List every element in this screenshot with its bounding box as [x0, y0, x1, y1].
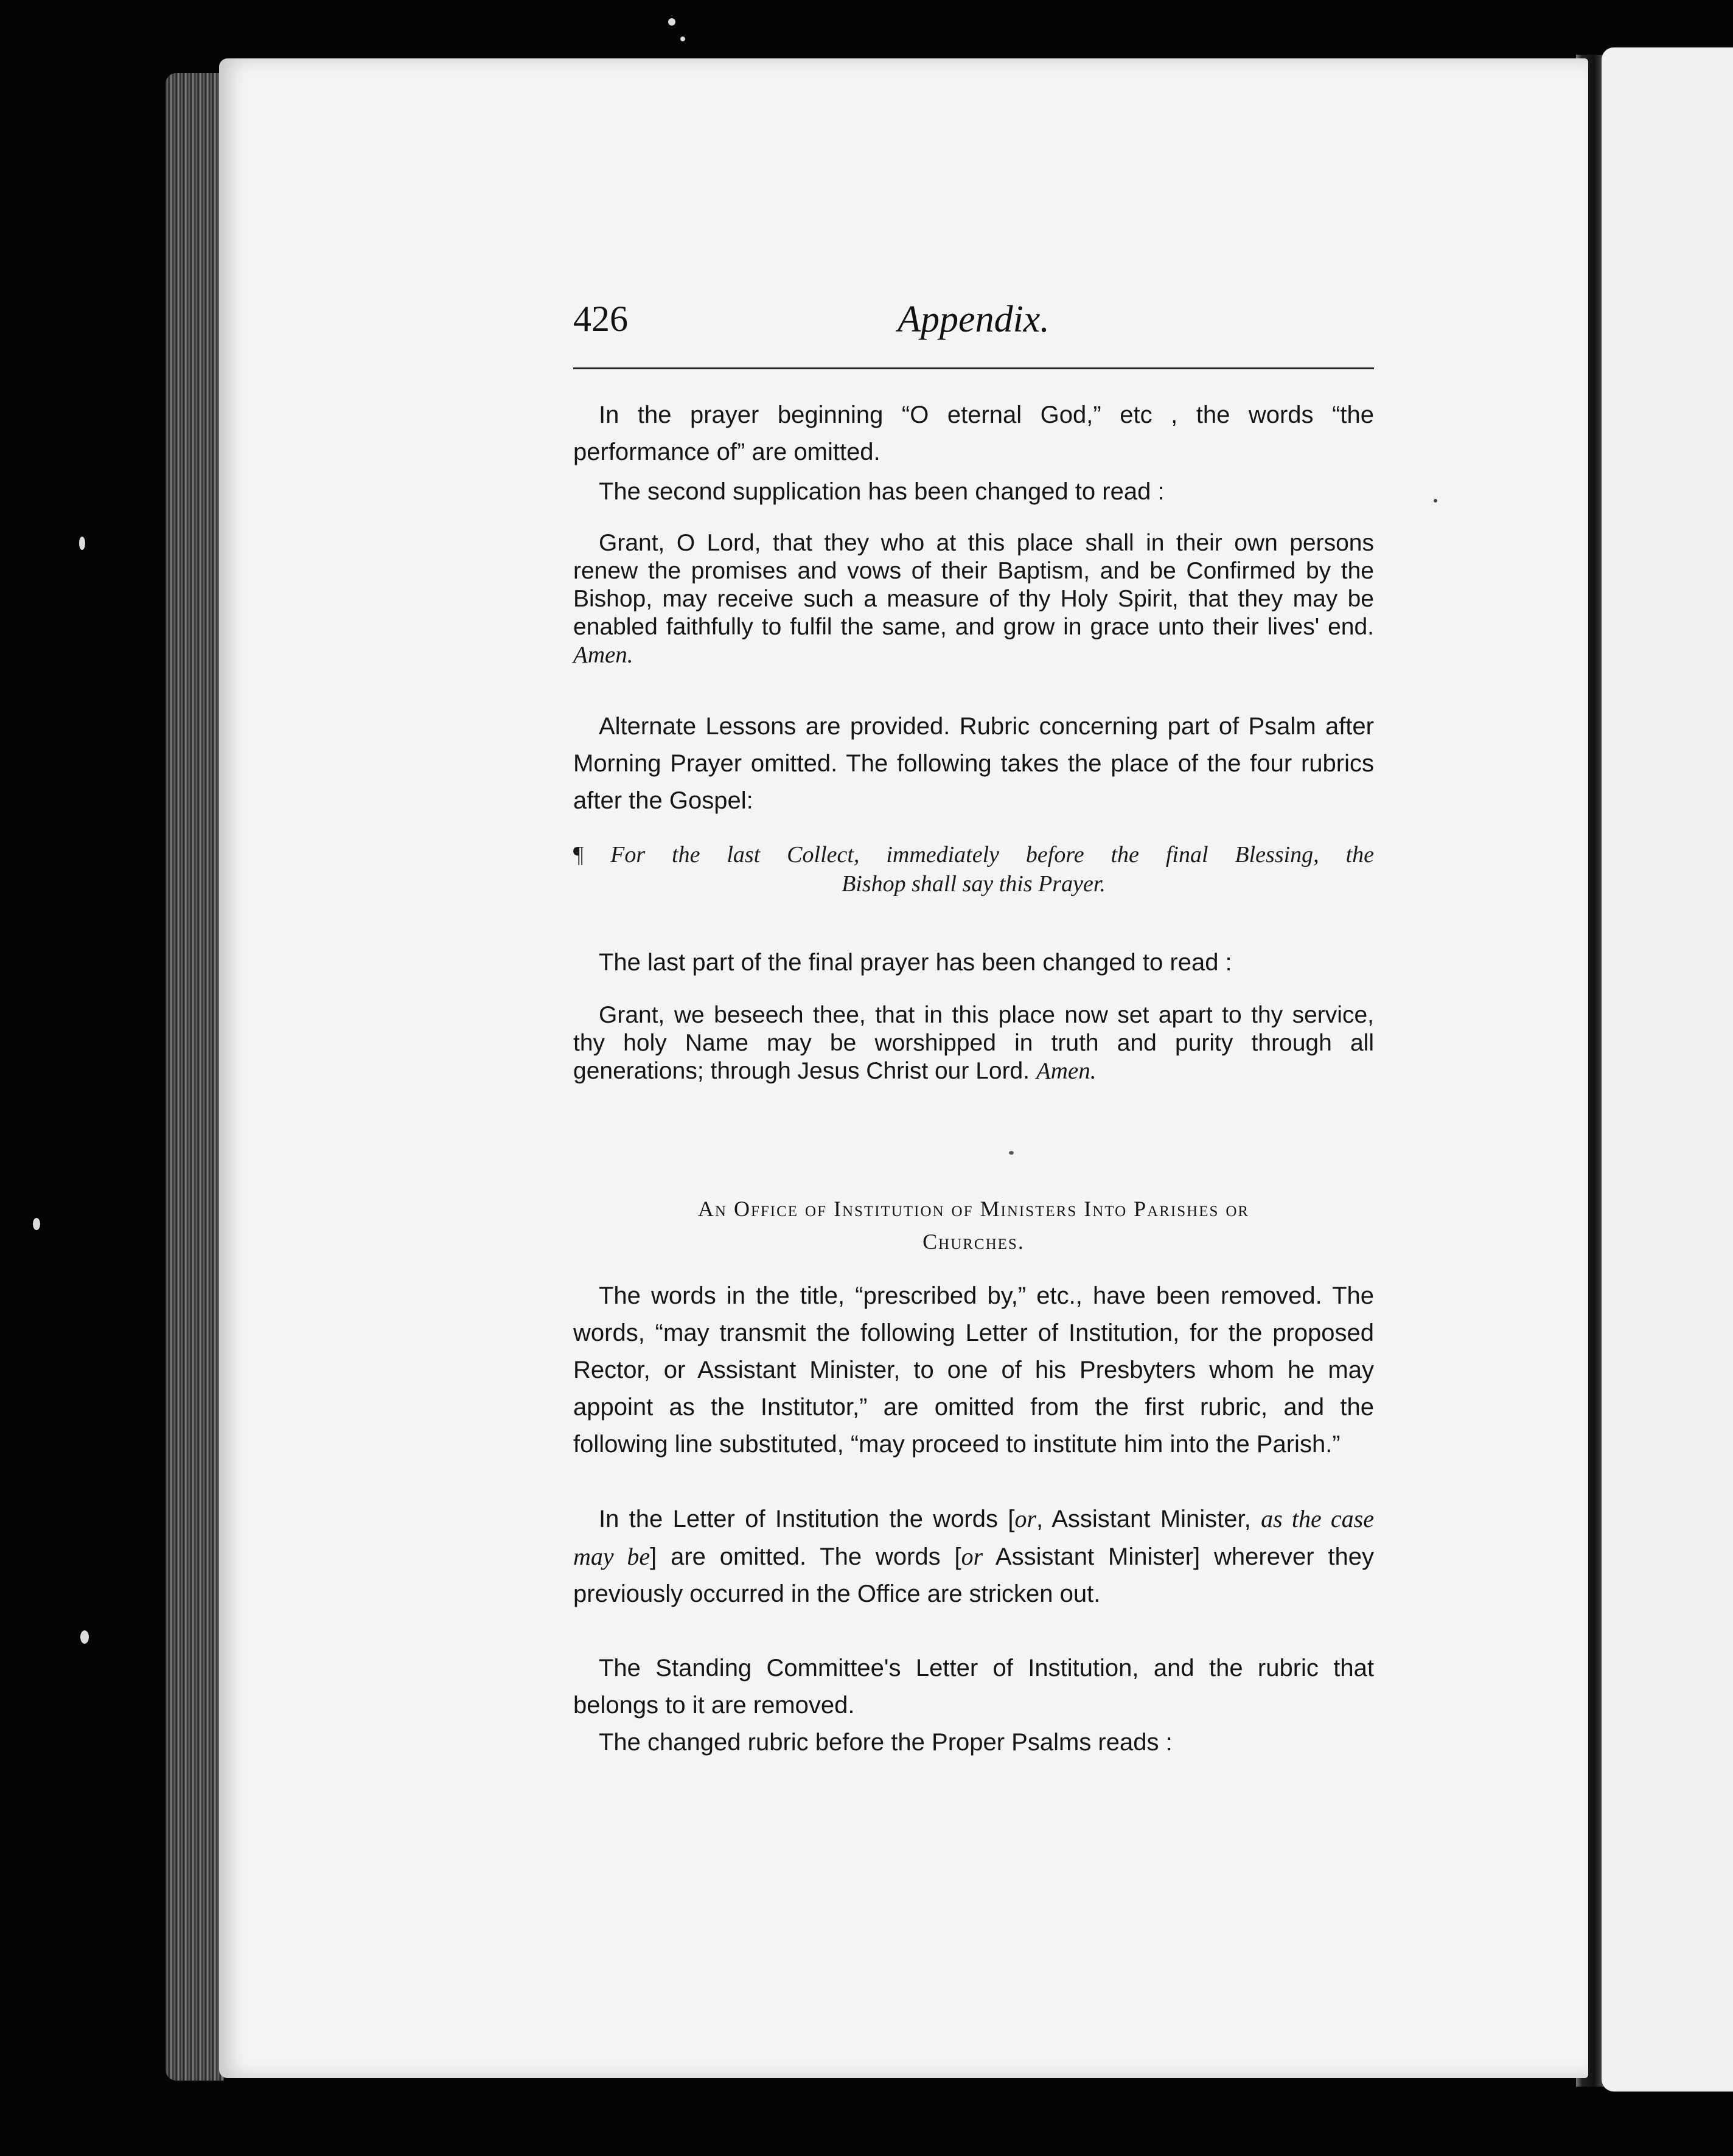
- paragraph-proper-psalms: The changed rubric before the Proper Psalms reads :: [599, 1729, 1173, 1756]
- quote-grant-we-beseech-text: Grant, we beseech thee, that in this place now set apart to thy service, thy holy Name may be worshipped in truth and purity through all generations; through Jesus Christ our Lord.: [573, 1002, 1374, 1084]
- paragraph-words-in-title: The words in the title, “prescribed by,” etc., have been removed. The words, “may transmit the following Letter of Institution, for the proposed Rector, or Assistant Minister, to one of his Presbyters whom he may appoint as the Institutor,” are omitted from the first rubric, and the following line substituted, “may proceed to institute him into the Parish.”: [573, 1282, 1374, 1458]
- text-segment-italic: or: [961, 1543, 983, 1570]
- quote-grant-o-lord: [573, 529, 1374, 669]
- text-segment-italic: or: [1014, 1505, 1037, 1532]
- rubric-line1-text: For the last Collect, immediately before the final Blessing, the: [610, 842, 1375, 868]
- quote-grant-we-beseech-amen: Amen.: [1036, 1058, 1097, 1084]
- text-segment: Assistant Minister] wherever they previously occurred in the Office are stricken out.: [573, 1543, 1374, 1607]
- quote-grant-we-beseech: [573, 1001, 1374, 1085]
- quote-grant-o-lord-text: Grant, O Lord, that they who at this place shall in their own persons renew the promises and vows of their Baptism, and be Confirmed by the Bishop, may receive such a measure of thy Holy Spirit, that they may be enabled faithfully to fulfil the same, and grow in grace unto their lives' end.: [573, 530, 1374, 640]
- paragraph-alternate-lessons: Alternate Lessons are provided. Rubric concerning part of Psalm after Morning Prayer omitted. The following takes the place of the four rubrics after the Gospel:: [573, 713, 1374, 814]
- text-segment-italic: as the case may be: [573, 1505, 1374, 1570]
- scan-speck: [79, 537, 85, 550]
- section-heading-line1: An Office of Institution of Ministers Into Parishes or: [697, 1197, 1250, 1221]
- ornament-dot: [1009, 1151, 1014, 1155]
- paragraph-prayer-o-eternal-god: In the prayer beginning “O eternal God,” etc , the words “the performance of” are omitted.: [573, 402, 1374, 465]
- scan-speck: [80, 1630, 89, 1644]
- running-title: Appendix.: [898, 299, 1050, 340]
- page-number: 426: [573, 299, 628, 339]
- text-segment: ] are omitted. The words [: [650, 1543, 961, 1570]
- quote-grant-o-lord-amen: Amen.: [573, 642, 633, 668]
- pilcrow-mark: ¶: [573, 842, 584, 868]
- running-head: [573, 298, 1374, 347]
- text-segment: In the Letter of Institution the words [: [599, 1506, 1015, 1532]
- rubric-last-collect-line1: [573, 841, 1374, 869]
- section-heading-line2: Churches.: [922, 1229, 1025, 1254]
- facing-page: [1602, 47, 1733, 2092]
- paragraph-standing-committee: The Standing Committee's Letter of Institution, and the rubric that belongs to it are removed.: [573, 1655, 1374, 1719]
- paragraph-second-supplication: The second supplication has been changed to read :: [599, 478, 1165, 505]
- scan-speck: [680, 37, 685, 41]
- scan-speck: [668, 18, 675, 26]
- header-rule: [573, 367, 1374, 369]
- scan-speck: [33, 1218, 40, 1230]
- paragraph-final-prayer: The last part of the final prayer has been changed to read :: [599, 949, 1232, 976]
- text-segment: , Assistant Minister,: [1036, 1506, 1261, 1532]
- scan-speck: [1434, 499, 1437, 502]
- rubric-last-collect-line2: Bishop shall say this Prayer.: [842, 871, 1106, 897]
- paragraph-letter-of-institution: [573, 1500, 1374, 1613]
- page-edges: [166, 73, 224, 2081]
